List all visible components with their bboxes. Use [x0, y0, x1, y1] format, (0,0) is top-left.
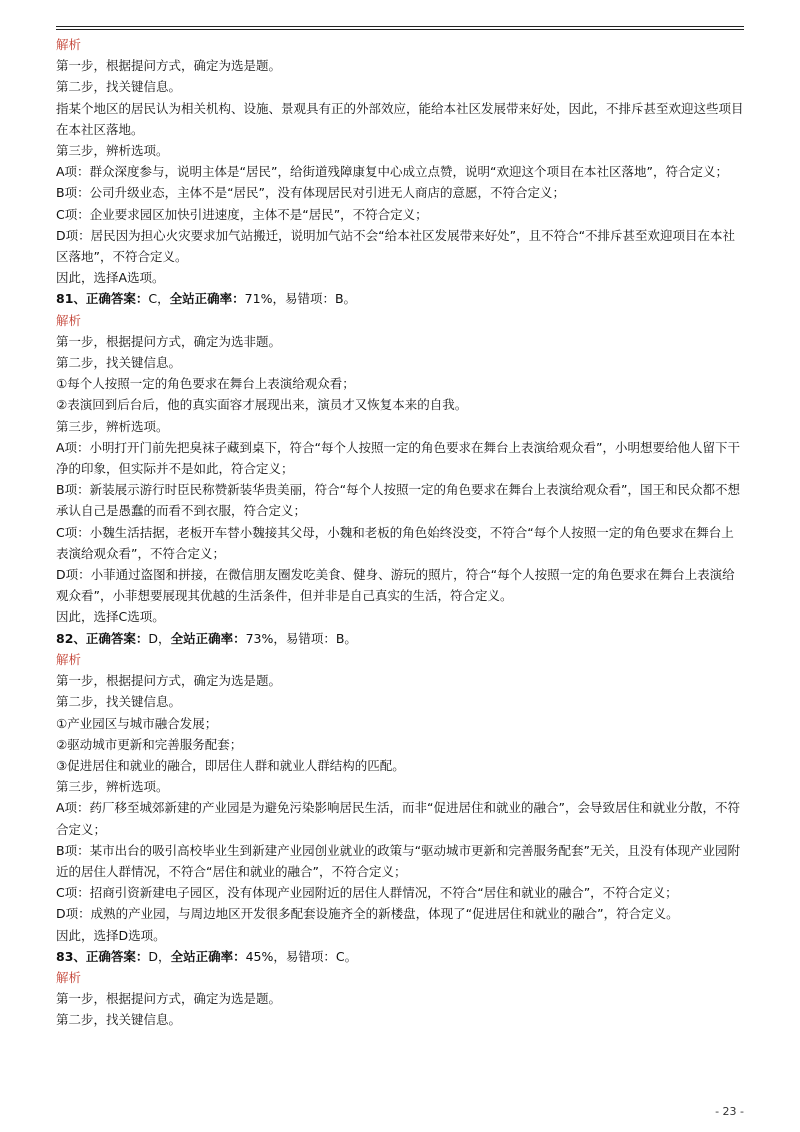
answer-value: D， — [148, 948, 171, 964]
paragraph: C项：企业要求园区加快引进速度，主体不是“居民”，不符合定义； — [56, 206, 428, 222]
answer-line — [56, 288, 746, 309]
paragraph: D项：成熟的产业园，与周边地区开发很多配套设施齐全的新楼盘，体现了“促进居住和就业的融合”，符合定义。 — [56, 906, 679, 922]
paragraph: C项：小魏生活拮据，老板开车替小魏接其父母，小魏和老板的角色始终没变，不符合“每个人按照一定的角色要求在舞台上表演给观众看”，不符合定义； — [56, 524, 734, 561]
paragraph: B项：公司升级业态，主体不是“居民”，没有体现居民对引进无人商店的意愿，不符合定义； — [56, 185, 566, 201]
answer-label: 正确答案： — [85, 948, 149, 964]
paragraph: D项：小菲通过盗图和拼接，在微信朋友圈发吃美食、健身、游玩的照片，符合“每个人按照一定的角色要求在舞台上表演给观众看”，小菲想要展现其优越的生活条件，但并非是自己真实的生活，符合定义。 — [56, 567, 735, 604]
paragraph: 第二步，找关键信息。 — [56, 1012, 182, 1028]
accuracy-value: 45%，易错项：C。 — [245, 948, 358, 964]
paragraph: C项：招商引资新建电子园区，没有体现产业园附近的居住人群情况，不符合“居住和就业的融合”，不符合定义； — [56, 885, 678, 901]
answer-line — [56, 946, 746, 967]
paragraph: ②驱动城市更新和完善服务配套； — [56, 736, 243, 752]
paragraph: 第二步，找关键信息。 — [56, 355, 182, 371]
paragraph: 第二步，找关键信息。 — [56, 694, 182, 710]
answer-value: D， — [148, 630, 171, 646]
page-number: - 23 - — [715, 1105, 744, 1118]
analysis-heading: 解析 — [56, 651, 82, 667]
paragraph: 第一步，根据提问方式，确定为选是题。 — [56, 673, 282, 689]
accuracy-label: 全站正确率： — [170, 630, 246, 646]
paragraph: ②表演回到后台后，他的真实面容才展现出来，演员才又恢复本来的自我。 — [56, 397, 468, 413]
answer-line — [56, 628, 746, 649]
paragraph: ③促进居住和就业的融合，即居住人群和就业人群结构的匹配。 — [56, 757, 405, 773]
paragraph: 第一步，根据提问方式，确定为选是题。 — [56, 991, 282, 1007]
accuracy-label: 全站正确率： — [170, 948, 246, 964]
analysis-heading: 解析 — [56, 312, 82, 328]
header-rule — [56, 26, 744, 30]
question-number: 82、 — [56, 630, 86, 646]
paragraph: D项：居民因为担心火灾要求加气站搬迁，说明加气站不会“给本社区发展带来好处”，且不符合“不排斥甚至欢迎项目在本社区落地”，不符合定义。 — [56, 227, 736, 265]
paragraph: 因此，选择C选项。 — [56, 609, 165, 625]
question-number: 83、 — [56, 948, 86, 964]
accuracy-value: 71%，易错项：B。 — [244, 291, 357, 307]
paragraph: A项：群众深度参与，说明主体是“居民”，给街道残障康复中心成立点赞，说明“欢迎这个项目在本社区落地”，符合定义； — [56, 164, 728, 180]
answer-label: 正确答案： — [85, 291, 149, 307]
analysis-heading: 解析 — [56, 37, 82, 52]
paragraph: B项：新装展示游行时臣民称赞新装华贵美丽，符合“每个人按照一定的角色要求在舞台上表演给观众看”，国王和民众都不想承认自己是愚蠢的而看不到衣服，符合定义； — [56, 482, 741, 519]
paragraph: 第三步，辨析选项。 — [56, 779, 169, 795]
answer-label: 正确答案： — [85, 630, 149, 646]
paragraph: B项：某市出台的吸引高校毕业生到新建产业园创业就业的政策与“驱动城市更新和完善服务配套”无关，且没有体现产业园附近的居住人群情况，不符合“居住和就业的融合”，不符合定义； — [56, 842, 741, 879]
paragraph: ①每个人按照一定的角色要求在舞台上表演给观众看； — [56, 376, 355, 392]
document-body — [56, 34, 746, 1031]
paragraph: 第三步，辨析选项。 — [56, 143, 169, 159]
paragraph: 第一步，根据提问方式，确定为选是题。 — [56, 58, 282, 74]
paragraph: 第一步，根据提问方式，确定为选非题。 — [56, 333, 282, 349]
answer-value: C， — [148, 291, 170, 307]
analysis-heading: 解析 — [56, 969, 82, 985]
paragraph: ①产业园区与城市融合发展； — [56, 715, 218, 731]
question-number: 81、 — [56, 291, 86, 307]
accuracy-label: 全站正确率： — [169, 291, 245, 307]
paragraph: 因此，选择D选项。 — [56, 927, 166, 943]
paragraph: A项：小明打开门前先把臭袜子藏到桌下，符合“每个人按照一定的角色要求在舞台上表演给观众看”，小明想要给他人留下干净的印象，但实际并不是如此，符合定义； — [56, 439, 741, 477]
paragraph: A项：药厂移至城郊新建的产业园是为避免污染影响居民生活，而非“促进居住和就业的融合”，会导致居住和就业分散，不符合定义； — [56, 800, 741, 837]
paragraph: 第二步，找关键信息。 — [56, 79, 182, 95]
paragraph: 因此，选择A选项。 — [56, 270, 165, 286]
accuracy-value: 73%，易错项：B。 — [245, 630, 357, 646]
paragraph: 第三步，辨析选项。 — [56, 418, 169, 434]
paragraph: 指某个地区的居民认为相关机构、设施、景观具有正的外部效应，能给本社区发展带来好处，因此，不排斥甚至欢迎这些项目在本社区落地。 — [56, 100, 744, 137]
